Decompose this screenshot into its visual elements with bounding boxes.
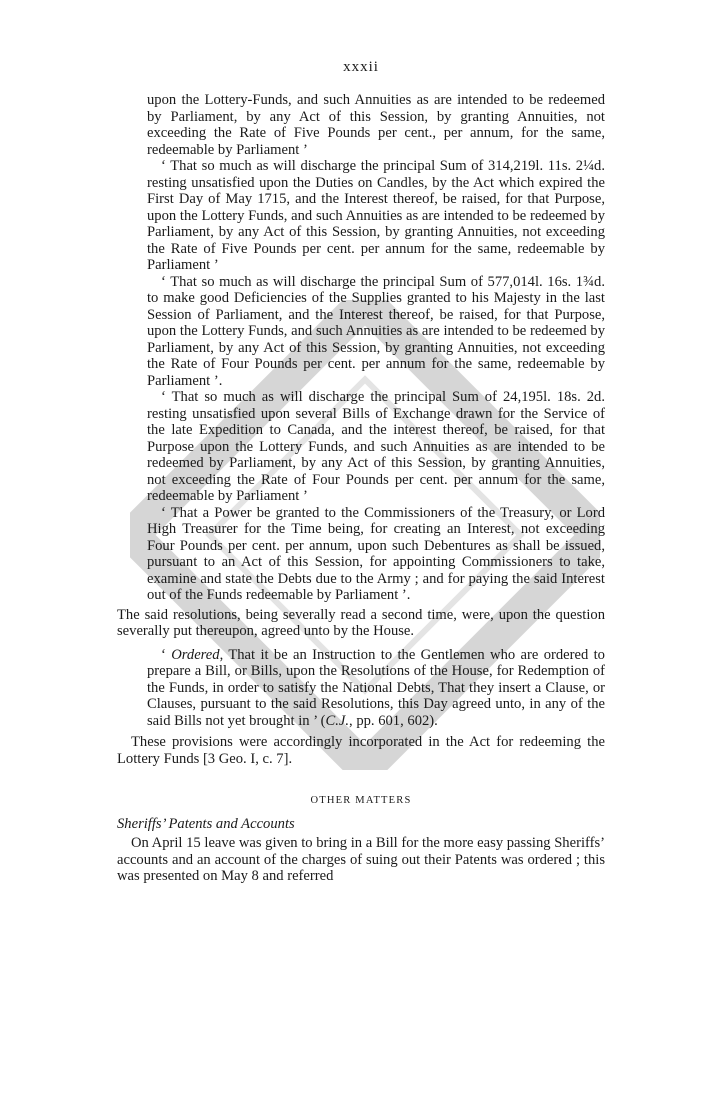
sheriffs-paragraph: On April 15 leave was given to bring in a Bill for the more easy passing Sheriffs’ accounts and an account of the charges of suing out their Patents was ordered ; this was presented on May 8 and referred [117,835,605,884]
order-quote-block [117,647,605,730]
provisions-paragraph: These provisions were accordingly incorporated in the Act for redeeming the Lottery Funds [3 Geo. I, c. 7]. [117,734,605,767]
order-pages: , pp. 601, 602). [349,712,438,729]
quote-paragraph-canada: ‘ That so much as will discharge the principal Sum of 24,195l. 18s. 2d. resting unsatisfied upon several Bills of Exchange drawn for the Service of the late Expedition to Canada, and the interest thereof, be raised, for that Purpose upon the Lottery Funds, and such Annuities as are intended to be redeemed by Parliament, by any Act of this Session, by granting Annuities, not exceeding the Rate of Four Pounds per cent. per annum for the same, redeemable by Parliament ’ [147,389,605,504]
quote-paragraph-candles: ‘ That so much as will discharge the principal Sum of 314,219l. 11s. 2¼d. resting unsatisfied upon the Duties on Candles, by the Act which expired the First Day of May 1715, and the Interest thereof, be raised, for that Purpose, upon the Lottery Funds, and such Annuities as are intended to be redeemed by Parliament, by any Act of this Session, by granting Annuities, not exceeding the Rate of Five Pounds per cent. per annum for the same, redeemable by Parliament ’ [147,158,605,273]
subheading: Sheriffs’ Patents and Accounts [117,816,295,832]
page-number: xxxii [343,59,379,75]
ordered-word: Ordered [171,646,220,663]
quote-paragraph-deficiencies: ‘ That so much as will discharge the principal Sum of 577,014l. 16s. 1¾d. to make good Deficiencies of the Supplies granted to his Majesty in the last Session of Parliament, and the Interest thereof, be raised, for that Purpose, upon the Lottery Funds, and such Annuities as are intended to be redeemed by Parliament, by any Act of this Session, by granting Annuities, not exceeding the Rate of Four Pounds per cent. per annum for the same, redeemable by Parliament ’. [147,273,605,389]
order-open-quote: ‘ [161,646,172,663]
document-page [117,58,605,885]
quote-paragraph-debentures: ‘ That a Power be granted to the Commissioners of the Treasury, or Lord High Treasurer for the Time being, for creating an Interest, not exceeding Four Pounds per cent. per annum, upon such Debentures as shall be issued, pursuant to an Act of this Session, for appointing Commissioners to take, examine and state the Debts due to the Army ; and for paying the said Interest out of the Funds redeemable by Parliament ’. [147,504,605,603]
resolutions-agreed-paragraph: The said resolutions, being severally read a second time, were, upon the question severally put thereupon, agreed unto by the House. [117,606,605,639]
order-text: , That it be an Instruction to the Gentlemen who are ordered to prepare a Bill, or Bills, upon the Resolutions of the House, for Redemption of the Funds, in order to satisfy the National Debts, That they insert a Clause, or Clauses, pursuant to the said Resolutions, this Day agreed unto, in any of the said Bills not yet brought in ’ ( [147,646,605,729]
resolutions-quote-block [117,92,605,604]
journal-reference: C.J. [325,712,350,729]
quote-paragraph-continuation: upon the Lottery-Funds, and such Annuities as are intended to be redeemed by Parliament, by any Act of this Session, by granting Annuities, not exceeding the Rate of Five Pounds per cent., per annum, for the same, redeemable by Parliament ’ [147,92,605,158]
order-paragraph [147,647,605,730]
section-heading: OTHER MATTERS [310,795,412,806]
